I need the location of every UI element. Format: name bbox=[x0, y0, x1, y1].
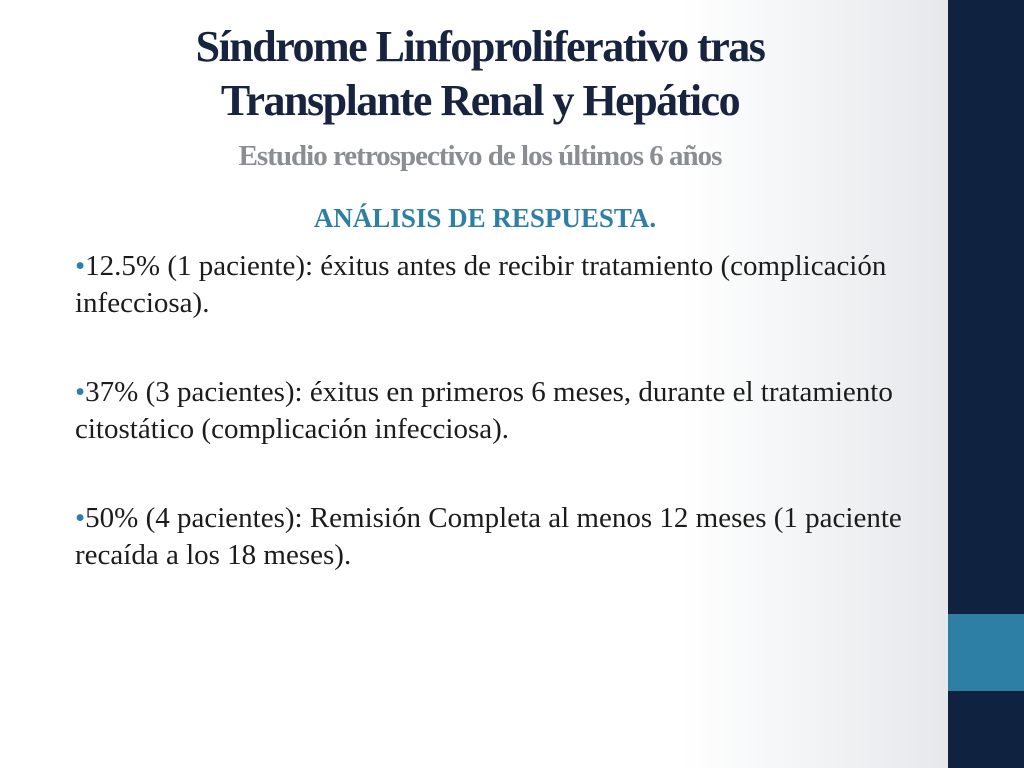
slide-subtitle: Estudio retrospectivo de los últimos 6 años bbox=[238, 140, 722, 172]
bullet-text: 12.5% (1 paciente): éxitus antes de recibir tratamiento (complicación infecciosa). bbox=[75, 250, 887, 319]
bullet-text: 37% (3 pacientes): éxitus en primeros 6 meses, durante el tratamiento citostático (complicación infecciosa). bbox=[75, 376, 893, 445]
slide-title-line-2: Transplante Renal y Hepático bbox=[220, 76, 740, 125]
bullet-list bbox=[75, 248, 915, 626]
bullet-marker: • bbox=[75, 502, 86, 534]
bullet-item bbox=[75, 248, 915, 322]
slide-title bbox=[40, 20, 920, 128]
side-accent-block bbox=[948, 614, 1024, 691]
section-heading: ANÁLISIS DE RESPUESTA. bbox=[313, 203, 657, 233]
bullet-text: 50% (4 pacientes): Remisión Completa al menos 12 meses (1 paciente recaída a los 18 meses). bbox=[75, 502, 902, 571]
bullet-item bbox=[75, 374, 915, 448]
bullet-item bbox=[75, 500, 915, 574]
bullet-marker: • bbox=[75, 376, 86, 408]
bullet-marker: • bbox=[75, 250, 86, 282]
slide-title-line-1: Síndrome Linfoproliferativo tras bbox=[195, 22, 765, 71]
